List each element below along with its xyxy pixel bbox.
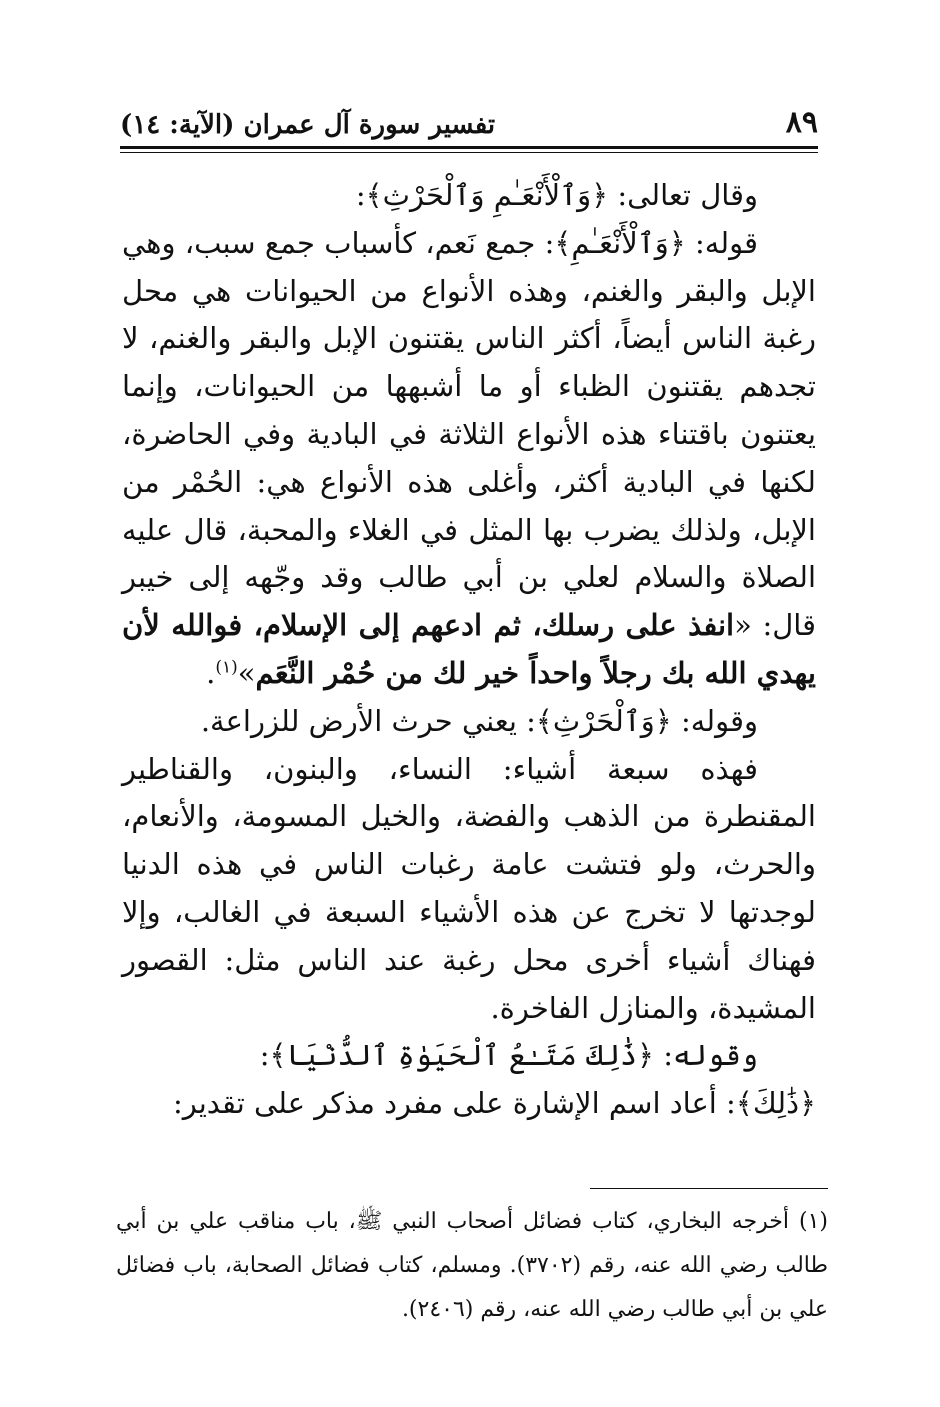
paragraph-text: قوله: ﴿وَٱلْأَنْعَـٰمِ﴾: جمع نَعم، كأسباب جمع سبب، وهي الإبل والبقر والغنم، وهذه الأنواع من الحيوانات هي محل رغبة الناس أيضاً، أكثر الناس يقتنون الإبل والبقر والغنم، لا تجدهم يقتنون الظباء أو ما أشبهها من الحيوانات، وإنما يعتنون باقتناء هذه الأنواع الثلاثة في البادية وفي الحاضرة، لكنها في البادية أكثر، وأغلى هذه الأنواع هي: الحُمْر من الإبل، ولذلك يضرب بها المثل في الغلاء والمحبة، قال عليه الصلاة والسلام لعلي بن أبي طالب وقد وجّهه إلى خيبر قال: « — [122, 225, 816, 643]
paragraph: فهذه سبعة أشياء: النساء، والبنون، والقناطير المقنطرة من الذهب والفضة، والخيل المسومة، والأنعام، والحرث، ولو فتشت عامة رغبات الناس في هذه الدنيا لوجدتها لا تخرج عن هذه الأشياء السبعة في الغالب، وإلا فهناك أشياء أخرى محل رغبة عند الناس مثل: القصور المشيدة، والمنازل الفاخرة. — [122, 751, 816, 1025]
page-number: ٨٩ — [785, 105, 818, 140]
paragraph: وقال تعالى: ﴿وَٱلْأَنْعَـٰمِ وَٱلْحَرْثِ﴾: — [355, 178, 758, 212]
page-header — [120, 100, 818, 140]
paragraph: وقوله: ﴿وَٱلْحَرْثِ﴾: يعني حرث الأرض للزراعة. — [200, 703, 758, 738]
footnote-number: (١) — [798, 1209, 828, 1234]
footnote-separator — [590, 1188, 828, 1189]
paragraph: ﴿ذَٰلِكَ﴾: أعاد اسم الإشارة على مفرد مذكر على تقدير: — [172, 1086, 816, 1121]
paragraph: وقوله: ﴿ذَٰلِكَ مَتَـٰعُ ٱلْحَيَوٰةِ ٱلدُّنْيَا﴾: — [259, 1038, 758, 1073]
paragraph — [122, 220, 816, 698]
running-title: تفسير سورة آل عمران (الآية: ١٤) — [120, 110, 496, 140]
header-rule-thick — [120, 146, 818, 149]
footnote-text: أخرجه البخاري، كتاب فضائل أصحاب النبي ﷺ، باب مناقب علي بن أبي طالب رضي الله عنه، رقم (٣٧٠٢). ومسلم، كتاب فضائل الصحابة، باب فضائل علي بن أبي طالب رضي الله عنه، رقم (٢٤٠٦). — [116, 1209, 829, 1322]
sentence-end: . — [206, 655, 216, 690]
quote-close: » — [237, 655, 256, 690]
footnote-reference[interactable]: (١) — [215, 657, 238, 678]
header-rule-thin — [120, 152, 818, 153]
main-text — [122, 172, 816, 1128]
footnote — [116, 1200, 828, 1332]
hadith-quote: انفذ على رسلك، ثم ادعهم إلى الإسلام، فوالله لأن يهدي الله بك رجلاً واحداً خير لك من حُمْر النَّعَم — [122, 608, 816, 690]
